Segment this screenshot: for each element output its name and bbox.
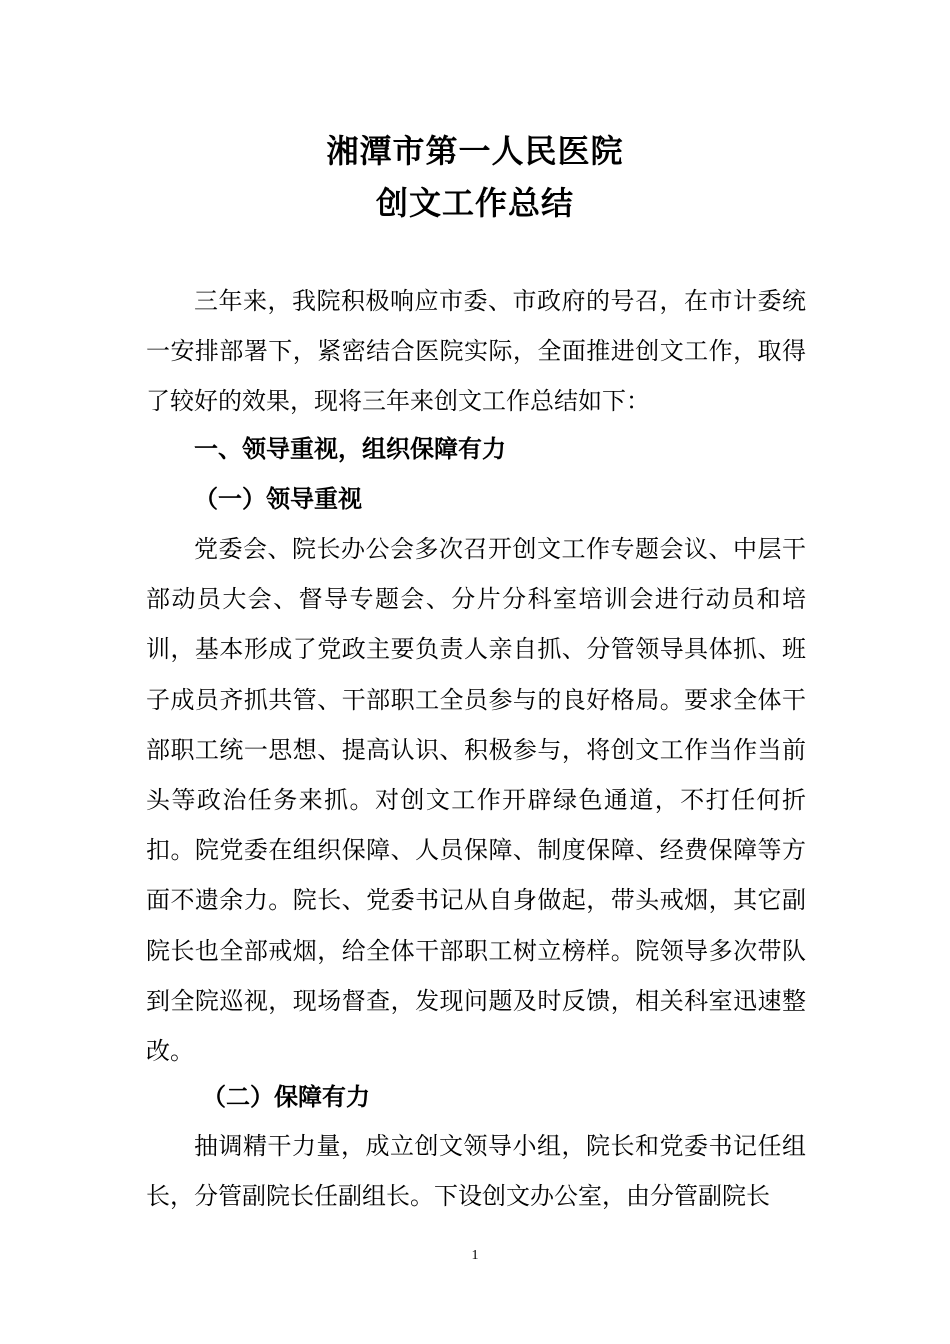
subsection-heading-2: （二）保障有力 <box>202 1083 370 1111</box>
intro-paragraph: 三年来，我院积极响应市委、市政府的号召，在市计委统一安排部署下，紧密结合医院实际，全面推进创文工作，取得了较好的效果，现将三年来创文工作总结如下： <box>146 287 806 416</box>
subsection-heading-1: （一）领导重视 <box>194 485 362 513</box>
section-heading-1: 一、领导重视，组织保障有力 <box>194 435 506 463</box>
guarantee-paragraph: 抽调精干力量，成立创文领导小组，院长和党委书记任组长，分管副院长任副组长。下设创文办公室，由分管副院长 <box>146 1132 806 1211</box>
leadership-paragraph: 党委会、院长办公会多次召开创文工作专题会议、中层干部动员大会、督导专题会、分片分科室培训会进行动员和培训，基本形成了党政主要负责人亲自抓、分管领导具体抓、班子成员齐抓共管、干部职工全员参与的良好格局。要求全体干部职工统一思想、提高认识、积极参与，将创文工作当作当前头等政治任务来抓。对创文工作开辟绿色通道，不打任何折扣。院党委在组织保障、人员保障、制度保障、经费保障等方面不遗余力。院长、党委书记从自身做起，带头戒烟，其它副院长也全部戒烟，给全体干部职工树立榜样。院领导多次带队到全院巡视，现场督查，发现问题及时反馈，相关科室迅速整改。 <box>146 535 806 1066</box>
document-title-line-2: 创文工作总结 <box>375 184 574 222</box>
page-number: 1 <box>471 1248 479 1263</box>
document-title-line-1: 湘潭市第一人民医院 <box>326 132 624 170</box>
